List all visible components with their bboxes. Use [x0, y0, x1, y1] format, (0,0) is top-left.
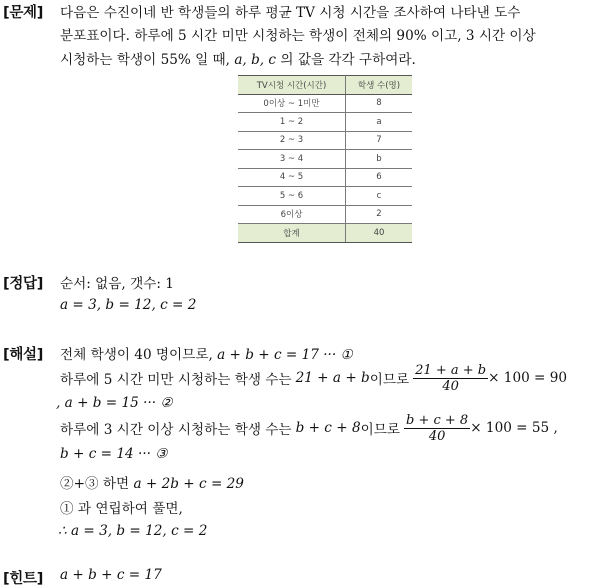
table-cell-range: 6이상: [238, 205, 346, 224]
problem-line-1: 다음은 수진이네 반 학생들의 하루 평균 TV 시청 시간을 조사하여 나타낸 도수: [60, 5, 521, 21]
table-cell-count: 7: [346, 131, 413, 150]
table-total-value: 40: [346, 224, 413, 243]
fraction-numerator: 21 + a + b: [415, 362, 487, 378]
explanation-text: 하루에 5 시간 미만 시청하는 학생 수는: [60, 372, 292, 388]
equation-sum: a + 2b + c = 29: [133, 476, 244, 492]
table-cell-count: 2: [346, 205, 413, 224]
table-cell-count: c: [346, 187, 413, 206]
explanation-text: 이므로: [369, 372, 410, 388]
explanation-line-3: , a + b = 15 ··· ②: [56, 395, 173, 411]
explanation-line-7: ① 과 연립하여 풀면,: [60, 501, 183, 517]
problem-line-3-post: 의 값을 각각 구하여라.: [276, 52, 416, 68]
table-cell-range: 2 ~ 3: [238, 131, 346, 150]
explanation-line-5: b + c = 14 ··· ③: [60, 446, 168, 462]
hint-label: [힌트]: [3, 571, 44, 587]
problem-label: [문제]: [3, 5, 44, 21]
table-cell-count: b: [346, 150, 413, 169]
table-cell-range: 5 ~ 6: [238, 187, 346, 206]
inline-expression: b + c + 8: [295, 420, 361, 436]
table-cell-range: 1 ~ 2: [238, 113, 346, 132]
table-total-label: 합계: [238, 224, 346, 243]
fraction-denominator: 40: [442, 378, 459, 394]
problem-line-3-vars: a, b, c: [234, 52, 277, 68]
table-cell-range: 0이상 ~ 1미만: [238, 94, 346, 113]
explanation-text: × 100 = 55 ,: [470, 420, 558, 436]
explanation-text: × 100 = 90: [488, 370, 568, 386]
frequency-table: [238, 75, 412, 243]
equation-1: a + b + c = 17 ··· ①: [217, 347, 353, 363]
problem-line-2: 분포표이다. 하루에 5 시간 미만 시청하는 학생이 전체의 90% 이고, 3 시간 이상: [60, 28, 536, 44]
fraction-under-5h: [413, 363, 488, 394]
fraction-over-3h: [404, 413, 470, 444]
answer-line-1: 순서: 없음, 갯수: 1: [60, 276, 174, 292]
explanation-text: 전체 학생이 40 명이므로,: [60, 347, 218, 363]
answer-label: [정답]: [3, 276, 44, 292]
problem-line-3-pre: 시청하는 학생이 55% 일 때,: [60, 52, 235, 68]
table-row: [238, 131, 412, 150]
table-row: [238, 150, 412, 169]
table-cell-count: a: [346, 113, 413, 132]
table-total-row: [238, 224, 412, 243]
table-row: [238, 168, 412, 187]
table-row: [238, 205, 412, 224]
table-header-time: TV시청 시간(시간): [238, 76, 346, 95]
answer-line-2: a = 3, b = 12, c = 2: [60, 297, 197, 313]
fraction-numerator: b + c + 8: [406, 412, 469, 428]
explanation-text: ②+③ 하면: [60, 476, 134, 492]
table-header-row: [238, 76, 412, 95]
explanation-line-2: [60, 360, 567, 396]
fraction-denominator: 40: [428, 428, 446, 444]
table-cell-range: 3 ~ 4: [238, 150, 346, 169]
table-cell-count: 8: [346, 94, 413, 113]
explanation-text: 하루에 3 시간 이상 시청하는 학생 수는: [60, 422, 292, 438]
hint-line: a + b + c = 17: [60, 567, 162, 583]
table-cell-count: 6: [346, 168, 413, 187]
explanation-line-8: ∴ a = 3, b = 12, c = 2: [58, 523, 208, 539]
explanation-label: [해설]: [3, 347, 44, 363]
table-header-count: 학생 수(명): [346, 76, 413, 95]
explanation-text: 이므로: [360, 422, 400, 438]
problem-line-3: [60, 48, 416, 68]
table-row: [238, 113, 412, 132]
explanation-line-4: [60, 410, 558, 446]
table-cell-range: 4 ~ 5: [238, 168, 346, 187]
explanation-line-6: [60, 472, 244, 492]
inline-expression: 21 + a + b: [295, 370, 370, 386]
table-row: [238, 94, 412, 113]
table-row: [238, 187, 412, 206]
